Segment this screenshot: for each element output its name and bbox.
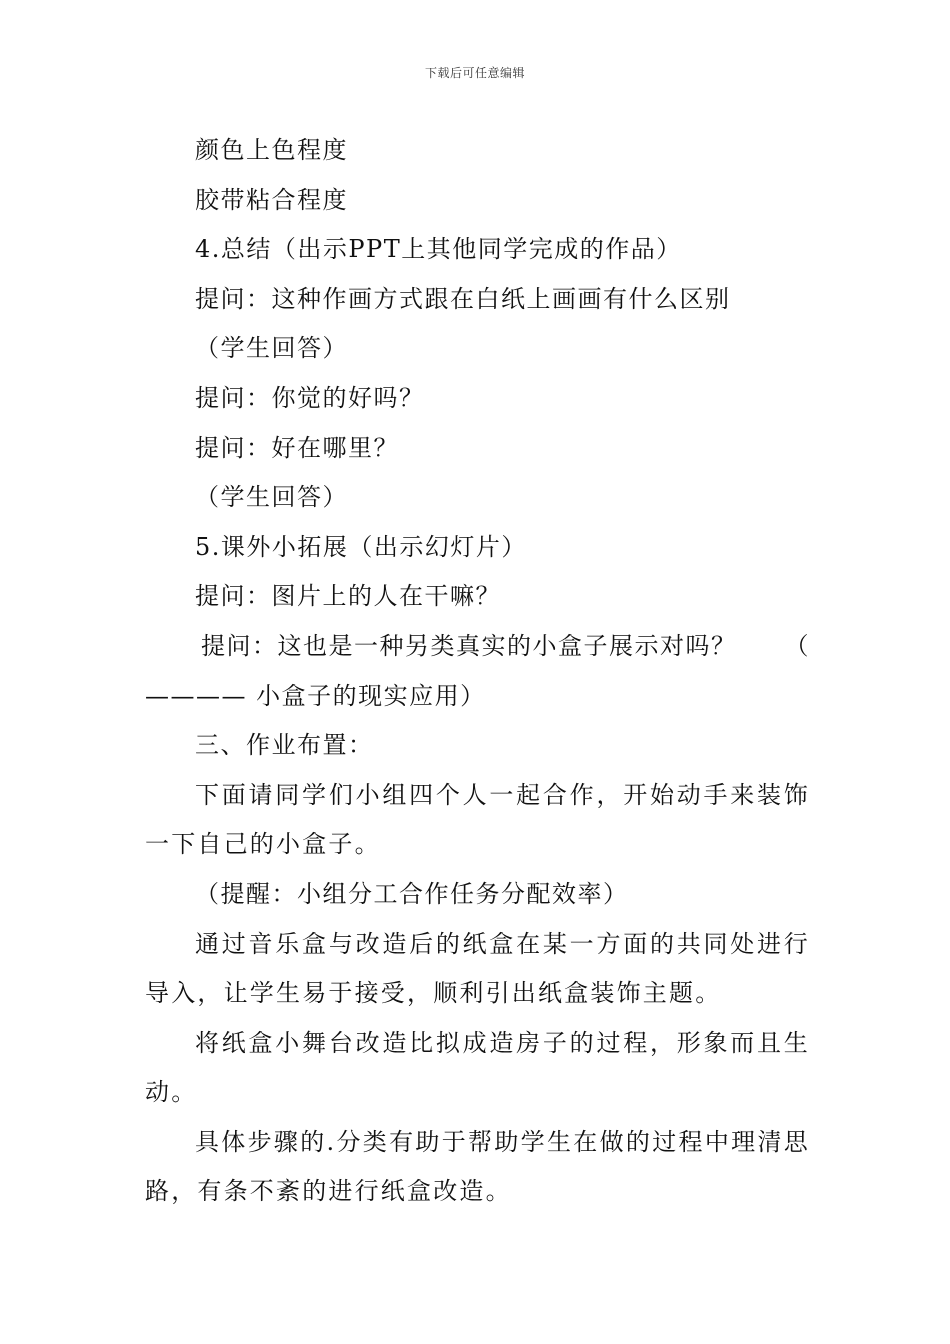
paragraph: 下面请同学们小组四个人一起合作，开始动手来装饰一下自己的小盒子。 [145, 780, 810, 859]
paragraph: 将纸盒小舞台改造比拟成造房子的过程，形象而且生动。 [145, 1028, 810, 1107]
question-line: 提问：你觉的好吗？ [195, 383, 425, 412]
section-heading-summary: 4.总结（出示PPT上其他同学完成的作品） [195, 235, 682, 264]
section-heading-extension: 5.课外小拓展（出示幻灯片） [195, 532, 527, 561]
paragraph: 具体步骤的.分类有助于帮助学生在做的过程中理清思路，有条不紊的进行纸盒改造。 [145, 1127, 810, 1206]
paragraph: 通过音乐盒与改造后的纸盒在某一方面的共同处进行导入，让学生易于接受，顺利引出纸盒装饰主题。 [145, 929, 810, 1008]
question-line: 提问：这种作画方式跟在白纸上画画有什么区别 [195, 284, 731, 313]
section-heading-homework: 三、作业布置： [195, 731, 374, 760]
student-answer-note: （学生回答） [195, 334, 348, 363]
question-text: 提问：这也是一种另类真实的小盒子展示对吗？ [201, 631, 737, 660]
document-body [145, 126, 810, 1217]
reminder-note: （提醒：小组分工合作任务分配效率） [195, 879, 629, 908]
open-paren: （ [784, 631, 810, 660]
question-line: 提问：好在哪里？ [195, 433, 399, 462]
question-line-split [145, 622, 810, 672]
question-line: 提问：图片上的人在干嘛？ [195, 582, 501, 611]
page-header: 下载后可任意编辑 [424, 66, 525, 80]
text-line: 颜色上色程度 [195, 136, 348, 164]
text-line-continuation: ———— 小盒子的现实应用） [145, 681, 486, 710]
text-line: 胶带粘合程度 [195, 185, 348, 214]
student-answer-note: （学生回答） [195, 483, 348, 512]
